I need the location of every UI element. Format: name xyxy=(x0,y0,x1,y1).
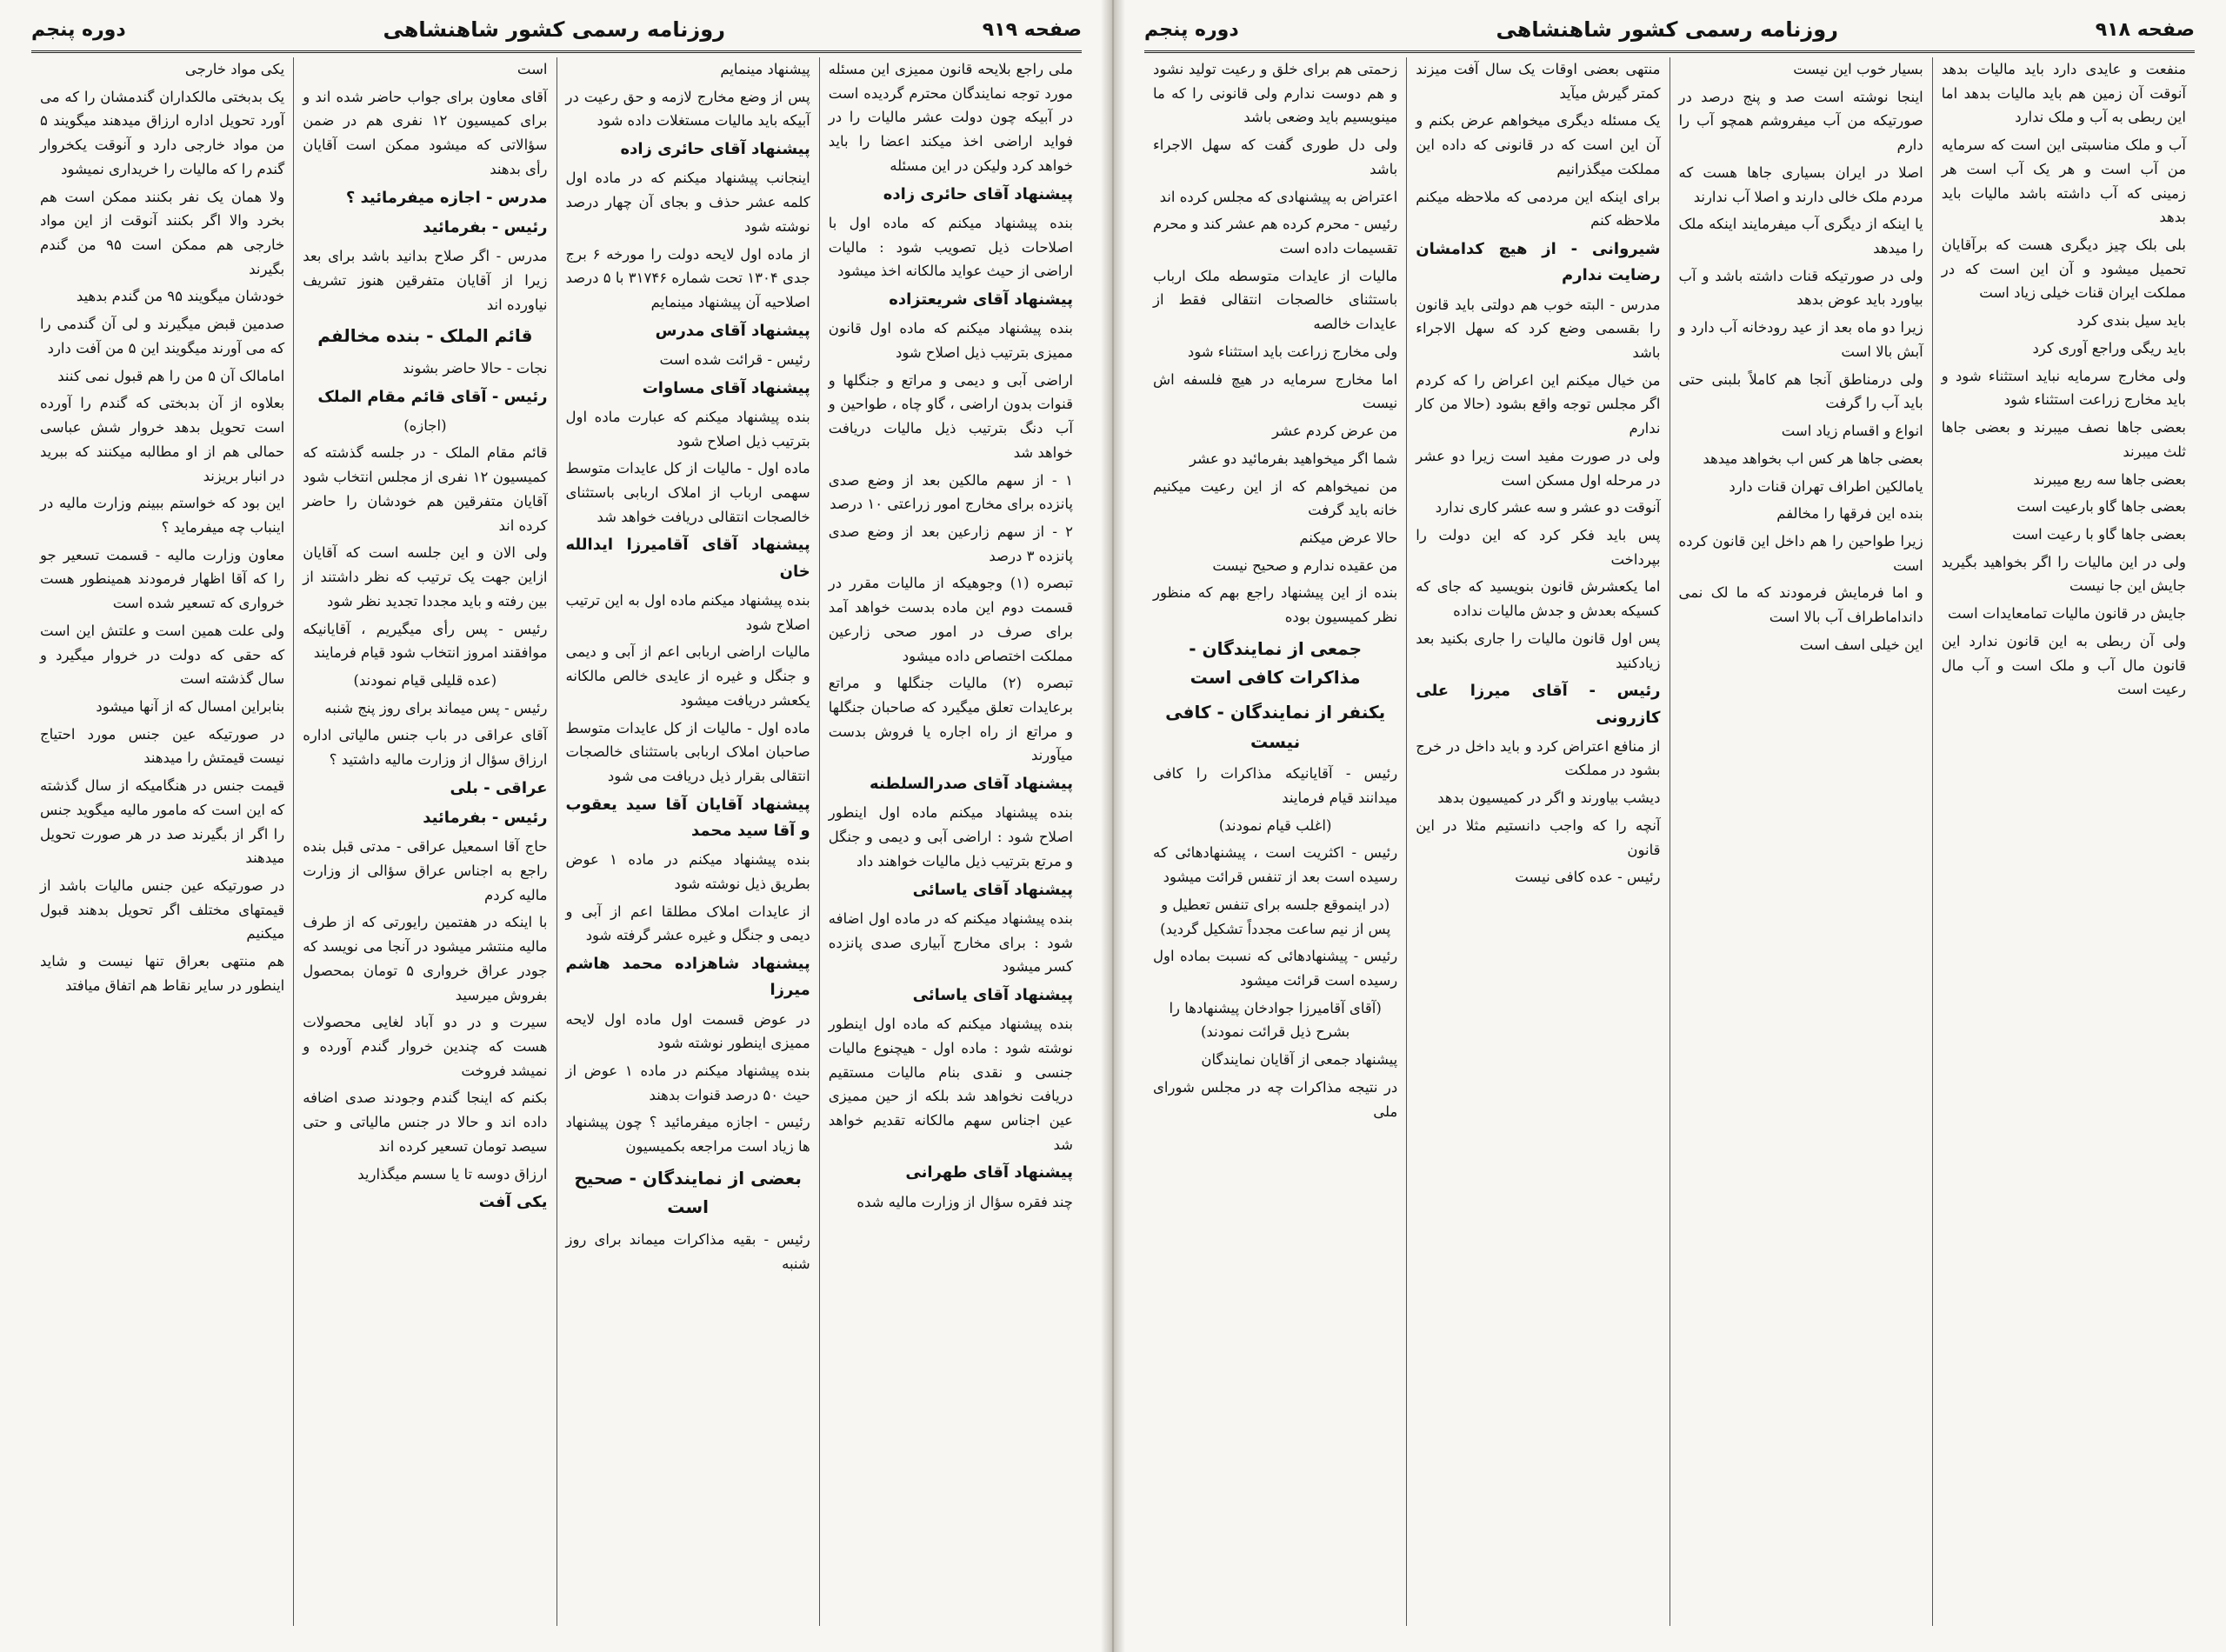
paragraph: است xyxy=(517,61,548,77)
paragraph: اصلا در ایران بسیاری جاها هست که مردم ملک خالی دارند و اصلا آب ندارند xyxy=(1678,163,1923,205)
paragraph: ولی الان و این جلسه است که آقایان ازاین جهت یک ترتیب که نظر داشتند از بین رفته و باید مجددا تجدید نظر شود xyxy=(303,544,548,610)
paragraph: ولی مخارج زراعت باید استثناء شود xyxy=(1187,343,1398,360)
left-column-2 xyxy=(556,57,819,1626)
paragraph: آقای معاون برای جواب حاضر شده اند و برای کمیسیون ۱۲ نفری هم در ضمن سؤالاتی که میشود ممکن است آقایان رأی بدهند xyxy=(303,88,548,177)
paragraph: بعلاوه از آن بدبختی که گندم را آورده است تحویل بدهد خروار شش عباسی حمالی هم از او مطالبه میکنند که ببرید در انبار بریزند xyxy=(40,395,285,484)
paragraph: حاج آقا اسمعیل عراقی - مدتی قبل بنده راجع به اجناس عراق سؤالی از وزارت مالیه کردم xyxy=(303,838,548,903)
paragraph: ولی آن ربطی به این قانون ندارد این قانون مال آب و ملک است و آب مال رعیت است xyxy=(1941,632,2186,698)
left-page-number: صفحه ۹۱۹ xyxy=(982,18,1082,41)
paragraph: آنچه را که واجب دانستیم مثلا در این قانون xyxy=(1416,816,1661,858)
left-column-1 xyxy=(819,57,1082,1626)
paragraph: منتهی بعضی اوقات یک سال آفت میزند کمتر گیرش میآید xyxy=(1416,61,1661,102)
paragraph: بعضی جاها سه ربع میبرند xyxy=(2033,470,2186,488)
paragraph: دیشب بیاورند و اگر در کمیسیون بدهد xyxy=(1437,789,1661,807)
paragraph: ولی در صورتیکه قنات داشته باشد و آب بیاورد باید عوض بدهد xyxy=(1678,267,1923,309)
paragraph: من خیال میکنم این اعراض را که کردم اگر مجلس توجه واقع بشود (حالا من کار ندارم xyxy=(1416,371,1661,437)
paragraph: رئیس - قرائت شده است xyxy=(659,350,810,368)
paragraph: بعضی جاها نصف میبرند و بعضی جاها ثلث میبرند xyxy=(1941,419,2186,460)
page-gutter xyxy=(1101,0,1125,1652)
paragraph: بلی بلک چیز دیگری هست که برآقایان تحمیل میشود و آن این است که در مملکت ایران قنات خیلی زیاد است xyxy=(1941,236,2186,302)
paragraph: بعضی جاها گاو بارعیت است xyxy=(2016,498,2186,516)
speaker-line: شیروانی - از هیچ کدامشان رضایت ندارم xyxy=(1416,240,1661,285)
paragraph: رئیس - محرم کرده هم عشر کند و محرم تقسیمات داده است xyxy=(1153,216,1398,257)
speaker-line: عراقی - بلی xyxy=(450,778,548,797)
paragraph: اراضی آبی و دیمی و مراتع و جنگلها و قنوات بدون اراضی ، گاو چاه ، طواحین و آب دنگ بترتیب ذیل مالیات دریافت خواهد شد xyxy=(828,371,1073,461)
paragraph: (آقای آقامیرزا جوادخان پیشنهادها را بشرح ذیل قرائت نمودند) xyxy=(1169,999,1382,1041)
paragraph: زحمتی هم برای خلق و رعیت تولید نشود و هم دوست ندارم ولی قانونی را که ما مینویسیم باید وضعی باشد xyxy=(1153,61,1398,126)
paragraph: باید ریگی وراجع آوری کرد xyxy=(2032,339,2186,356)
left-columns xyxy=(31,57,1082,1626)
paragraph: نجات - حالا حاضر بشوند xyxy=(403,359,548,376)
paragraph: پس از وضع مخارج لازمه و حق رعیت در آبیکه باید مالیات مستغلات داده شود xyxy=(565,88,810,130)
speaker-line: پیشنهاد آقای حائری زاده xyxy=(883,184,1073,203)
paragraph: رئیس - اکثریت است ، پیشنهادهائی که رسیده است بعد از تنفس قرائت میشود xyxy=(1153,844,1398,886)
paragraph: چند فقره سؤال از وزارت مالیه شده xyxy=(856,1193,1073,1210)
right-page-number: صفحه ۹۱۸ xyxy=(2095,18,2195,41)
paragraph: مدرس - البته خوب هم دولتی باید قانون را بقسمی وضع کرد که سهل الاجراء باشد xyxy=(1416,296,1661,361)
paragraph: ماده اول - مالیات از کل عایدات متوسط سهمی ارباب از املاک اربابی باستثنای خالصجات انتقالی دریافت خواهد شد xyxy=(565,460,810,525)
speaker-line: پیشنهاد شاهزاده محمد هاشم میرزا xyxy=(565,955,810,1000)
paragraph: منفعت و عایدی دارد باید مالیات بدهد آنوقت آن زمین هم باید مالیات بدهد اما این ربطی به آب و ملک ندارد xyxy=(1941,61,2186,126)
section-heading: جمعی از نمایندگان - مذاکرات کافی است xyxy=(1189,637,1363,689)
paragraph: صدمین قبض میگیرند و لی آن گندمی را که می آورند میگویند این ۵ من آفت دارد xyxy=(40,316,285,356)
paragraph: ولی مخارج سرمایه نباید استثناء شود و باید مخارج زراعت استثناء شود xyxy=(1941,367,2186,409)
left-page-period: دوره پنجم xyxy=(31,18,126,41)
paragraph: شما اگر میخواهید بفرمائید دو عشر xyxy=(1190,450,1398,467)
paragraph: ۱ - از سهم مالکین بعد از وضع صدی پانزده برای مخارج امور زراعتی ۱۰ درصد xyxy=(828,471,1073,513)
paragraph: بنده پیشنهاد میکنم که عبارت ماده اول بترتیب ذیل اصلاح شود xyxy=(565,408,810,450)
speaker-line: مدرس - اجازه میفرمائید ؟ xyxy=(345,188,548,207)
paragraph: بنده پیشنهاد میکنم که در ماده اول اضافه شود : برای مخارج آبیاری صدی پانزده کسر میشود xyxy=(828,909,1073,976)
paragraph: قیمت جنس در هنگامیکه از سال گذشته که این است که مامور مالیه میگوید جنس را اگر از بگیرند صد در هر صورت تحویل میدهند xyxy=(40,777,285,867)
paragraph: اینجا نوشته است صد و پنج درصد در صورتیکه من آب میفروشم همچو آب را دارم xyxy=(1678,88,1923,154)
speaker-line: پیشنهاد آقای شریعتزاده xyxy=(889,290,1073,309)
paragraph: آنوقت دو عشر و سه عشر کاری ندارد xyxy=(1435,499,1661,516)
paragraph: مالیات از عایدات متوسطه ملک ارباب باستثنای خالصجات انتقالی فقط از عایدات خالصه xyxy=(1153,267,1398,333)
speaker-line: پیشنهاد آقای آقامیرزا ایدالله خان xyxy=(565,536,810,581)
left-header-rule xyxy=(31,50,1082,53)
paragraph: رئیس - پس رأی میگیریم ، آقایانیکه موافقند امروز انتخاب شود قیام فرمایند xyxy=(303,620,548,662)
paragraph: خودشان میگویند ۹۵ من گندم بدهید xyxy=(76,288,285,305)
paragraph: سیرت و در دو آباد لغایی محصولات هست که چندین خروار گندم آورده و نمیشد فروخت xyxy=(303,1014,548,1079)
paragraph: حالا عرض میکنم xyxy=(1299,529,1398,546)
paragraph: بنده پیشنهاد میکنم ماده اول به این ترتیب اصلاح شود xyxy=(565,591,810,633)
paragraph: بکنم که اینجا گندم وجودند صدی اضافه داده اند و حالا در جنس مالیاتی و حتی سیصد تومان تسعیر کرده اند xyxy=(303,1089,548,1155)
paragraph: بنابراین امسال که از آنها میشود xyxy=(96,697,285,715)
speaker-line: پیشنهاد آقای صدرالسلطنه xyxy=(870,775,1073,794)
paragraph: بنده پیشنهاد میکنم در ماده ۱ عوض از حیث ۵۰ درصد قنوات بدهند xyxy=(565,1062,810,1103)
paragraph: مدرس - اگر صلاح بدانید باشد برای بعد زیرا از آقایان متفرقین هنوز تشریف نیاورده اند xyxy=(303,248,548,313)
paragraph: تبصره (۲) مالیات جنگلها و مراتع برعایدات تعلق میگیرد که صاحبان جنگلها و مراتع از راه اجاره یا فروش بدست میآورند xyxy=(828,675,1074,764)
paragraph: من عرض کردم عشر xyxy=(1272,423,1398,440)
paragraph: قائم مقام الملک - در جلسه گذشته که کمیسیون ۱۲ نفری از مجلس انتخاب شود آقایان متفرقین هم خودشان را حاضر کرده اند xyxy=(303,444,548,534)
paragraph: در نتیجه مذاکرات چه در مجلس شورای ملی xyxy=(1153,1078,1398,1120)
paragraph: من نمیخواهم که از این رعیت میکنیم خانه باید گرفت xyxy=(1153,477,1398,519)
right-column-2 xyxy=(1670,57,1932,1626)
paragraph: رئیس - عده کافی نیست xyxy=(1515,869,1661,886)
paragraph: در صورتیکه عین جنس مالیات باشد از قیمتهای مختلف اگر تحویل بدهند قبول میکنیم xyxy=(40,877,285,943)
paragraph: انواع و اقسام زیاد است xyxy=(1781,423,1923,440)
paragraph: و اما فرمایش فرمودند که ما لک نمی دانداماطراف آب بالا است xyxy=(1678,584,1923,626)
right-columns xyxy=(1144,57,2195,1626)
speaker-line: یکی آفت xyxy=(478,1193,548,1212)
paragraph: یک مسئله دیگری میخواهم عرض بکنم و آن این است که در قانونی که داده این مملکت میگذرانیم xyxy=(1416,112,1661,177)
section-heading: بعضی از نمایندگان - صحیح است xyxy=(574,1167,802,1218)
paragraph: (در اینموقع جلسه برای تنفس تعطیل و پس از نیم ساعت مجدداً تشکیل گردید) xyxy=(1160,896,1391,937)
paragraph: تبصره (۱) وجوهیکه از مالیات مقرر در قسمت دوم این ماده بدست خواهد آمد برای صرف در امور صحی زارعین مملکت اختصاص داده میشود xyxy=(828,575,1073,664)
paragraph: اما یکعشرش قانون بنویسید که جای که کسیکه بعدش و جدش مالیات نداده xyxy=(1416,578,1661,620)
right-column-1 xyxy=(1932,57,2195,1626)
paragraph: (اغلب قیام نمودند) xyxy=(1218,816,1332,834)
speaker-line: رئیس - آقای قائم مقام الملک xyxy=(317,387,548,406)
paragraph: (اجازه) xyxy=(403,416,447,434)
paragraph: ارزاق دوسه تا یا سسم میگذارید xyxy=(357,1165,548,1182)
paragraph: در صورتیکه عین جنس مورد احتیاج نیست قیمتش را میدهند xyxy=(40,725,285,767)
paragraph: پس اول قانون مالیات را جاری بکنید بعد زیادکنید xyxy=(1416,629,1661,671)
left-page-header xyxy=(31,12,1082,47)
paragraph: این خیلی اسف است xyxy=(1799,636,1923,653)
paragraph: بنده پیشنهاد میکنم که ماده اول اینطور نوشته شود : ماده اول - هیچنوع مالیات جنسی و نقدی بنام مالیات مستقیم دریافت نخواهد شد بلکه از حین ممیزی عین اجناس سهم مالکانه تقدیم خواهد شد xyxy=(828,1016,1073,1153)
paragraph: معاون وزارت مالیه - قسمت تسعیر جو را که آقا اظهار فرمودند همینطور هست خرواری که تسعیر شده است xyxy=(40,546,285,612)
paragraph: جایش در قانون مالیات تمامعایدات است xyxy=(1948,605,2186,623)
paragraph: پس باید فکر کرد که این دولت را بپرداخت xyxy=(1416,526,1661,568)
left-column-4 xyxy=(31,57,293,1626)
paragraph: در عوض قسمت اول ماده اول لایحه ممیزی اینطور نوشته شود xyxy=(565,1010,810,1052)
paragraph: مالیات اراضی اربابی اعم از آبی و دیمی و جنگل و غیره از عایدی خالص مالکانه یکعشر دریافت میشود xyxy=(565,643,810,709)
paragraph: رئیس - اجازه میفرمائید ؟ چون پیشنهاد ها زیاد است مراجعه بکمیسیون xyxy=(565,1114,810,1156)
paragraph: یا اینکه از دیگری آب میفرمایند اینکه ملک را میدهد xyxy=(1678,216,1923,257)
paragraph: از عایدات املاک مطلقا اعم از آبی و دیمی و جنگل و غیره عشر گرفته شود xyxy=(565,903,810,944)
paragraph: ولی علت همین است و علتش این است که حقی که دولت در خروار میگیرد و سال گذشته است xyxy=(40,622,285,688)
paragraph: یک بدبختی مالکداران گندمشان را که می آورد تحویل اداره ارزاق میدهند میگویند ۵ من مواد خارجی دارد و آنوقت یکخروار گندم را که مالیات را خریداری نمیشود xyxy=(40,88,285,177)
paragraph: ملی راجع بلایحه قانون ممیزی این مسئله مورد توجه نمایندگان محترم گردیده است در آبیکه چون دولت عشر مالیات را در فواید اراضی اخذ میکند اعضا را باید خواهد کرد ولیکن در این مسئله xyxy=(828,61,1073,174)
section-heading: یکنفر از نمایندگان - کافی نیست xyxy=(1165,702,1386,752)
paragraph: ولی دل طوری گفت که سهل الاجراء باشد xyxy=(1153,137,1398,177)
paragraph: بنده این فرقها را مخالفم xyxy=(1776,505,1923,523)
paragraph: باید سیل بندی کرد xyxy=(2076,312,2186,330)
paragraph: اینجانب پیشنهاد میکنم که در ماده اول کلمه عشر حذف و بجای آن چهار درصد نوشته شود xyxy=(565,170,810,235)
speaker-line: پیشنهاد آقایان آقا سید یعقوب و آقا سید محمد xyxy=(565,795,810,840)
paragraph: از ماده اول لایحه دولت را مورخه ۶ برج جدی ۱۳۰۴ تحت شماره ۳۱۷۴۶ با ۵ درصد اصلاحیه آن پیشنهاد مینمایم xyxy=(565,245,810,310)
paragraph: بعضی جاها هر کس اب بخواهد میدهد xyxy=(1703,450,1923,467)
paragraph: بنده پیشنهاد میکنم که ماده اول با اصلاحات ذیل تصویب شود : مالیات اراضی از حیث عواید مالکانه اخذ میشود xyxy=(828,214,1073,280)
paragraph: ولا همان یک نفر بکنند ممکن است هم بخرد والا اگر بکنند آنوقت از این مواد خارجی هم ممکن است ۹۵ من گندم بگیرند xyxy=(40,188,285,277)
paragraph: یامالکین اطراف تهران قنات دارد xyxy=(1729,477,1923,495)
paragraph: بعضی جاها گاو با رعیت است xyxy=(2012,525,2186,543)
speaker-line: پیشنهاد آقای طهرانی xyxy=(905,1163,1073,1182)
paragraph: زیرا طواحین را هم داخل این قانون کرده است xyxy=(1678,532,1923,574)
paragraph: ولی در صورت مفید است زیرا دو عشر در مرحله اول مسکن است xyxy=(1416,447,1661,489)
paragraph: ۲ - از سهم زارعین بعد از وضع صدی پانزده ۳ درصد xyxy=(828,523,1073,564)
speaker-line: پیشنهاد آقای حائری زاده xyxy=(620,140,810,159)
paragraph: ماده اول - مالیات از کل عایدات متوسط صاحبان املاک اربابی باستثنای خالصجات انتقالی بقرار ذیل دریافت می شود xyxy=(565,719,810,784)
right-column-4 xyxy=(1144,57,1406,1626)
speaker-line: پیشنهاد آقای مساوات xyxy=(642,378,810,397)
paragraph: اعتراض به پیشنهادی که مجلس کرده اند xyxy=(1159,188,1398,205)
paragraph: ولی در این مالیات را اگر بخواهید بگیرید جایش این جا نیست xyxy=(1941,553,2186,595)
left-page-title: روزنامه رسمی کشور شاهنشاهی xyxy=(383,17,725,42)
paragraph: رئیس - پیشنهادهائی که نسبت بماده اول رسیده است قرائت میشود xyxy=(1153,948,1398,989)
paragraph: (عده قلیلی قیام نمودند) xyxy=(353,671,497,689)
paragraph: رئیس - پس میماند برای روز پنج شنبه xyxy=(324,699,548,716)
speaker-line: پیشنهاد آقای یاسائی xyxy=(912,880,1073,899)
paragraph: بنده از این پیشنهاد راجع بهم که منظور نظر کمیسیون بوده xyxy=(1153,584,1398,626)
paragraph: زیرا دو ماه بعد از عید رودخانه آب دارد و آبش بالا است xyxy=(1678,319,1923,360)
paragraph: این بود که خواستم ببینم وزارت مالیه در اینباب چه میفرماید ؟ xyxy=(40,495,285,536)
speaker-line: پیشنهاد آقای یاسائی xyxy=(912,985,1073,1004)
right-page-period: دوره پنجم xyxy=(1144,18,1239,41)
paragraph: بسیار خوب این نیست xyxy=(1793,61,1923,77)
paragraph: امامالک آن ۵ من را هم قبول نمی کنند xyxy=(57,367,285,384)
left-column-3 xyxy=(293,57,556,1626)
section-heading: قائم الملک - بنده مخالفم xyxy=(317,325,533,347)
paragraph: هم منتهی بعراق تنها نیست و شاید اینطور در سایر نقاط هم اتفاق میافتد xyxy=(40,953,285,994)
right-page-header xyxy=(1144,12,2195,47)
paragraph: پیشنهاد جمعی از آقایان نمایندگان xyxy=(1201,1051,1398,1069)
paragraph: برای اینکه این مردمی که ملاحظه میکنم ملاحظه کنم xyxy=(1416,188,1661,230)
paragraph: بنده پیشنهاد میکنم که ماده اول قانون ممیزی بترتیب ذیل اصلاح شود xyxy=(828,320,1073,361)
speaker-line: رئیس - آقای میرزا علی کازرونی xyxy=(1416,682,1661,727)
speaker-line: پیشنهاد آقای مدرس xyxy=(655,321,810,340)
right-column-3 xyxy=(1406,57,1669,1626)
paragraph: ولی درمناطق آنجا هم کاملاً بلبنی حتی باید آب را گرفت xyxy=(1678,370,1923,412)
paragraph: بنده پیشنهاد میکنم در ماده ۱ عوض بطریق ذیل نوشته شود xyxy=(565,851,810,892)
speaker-line: رئیس - بفرمائید xyxy=(423,217,548,236)
paragraph: از منافع اعتراض کرد و باید داخل در خرج بشود در مملکت xyxy=(1416,737,1661,779)
speaker-line: رئیس - بفرمائید xyxy=(423,809,548,828)
paragraph: اما مخارج سرمایه در هیچ فلسفه اش نیست xyxy=(1153,370,1398,412)
right-page-title: روزنامه رسمی کشور شاهنشاهی xyxy=(1496,17,1838,42)
paragraph: بنده پیشنهاد میکنم ماده اول اینطور اصلاح شود : اراضی آبی و دیمی و جنگل و مرتع بترتیب ذیل مالیات خواهند داد xyxy=(828,804,1073,869)
paragraph: آقای عراقی در باب جنس مالیاتی اداره ارزاق سؤال از وزارت مالیه داشتید ؟ xyxy=(303,727,548,769)
paragraph: رئیس - آقایانیکه مذاکرات را کافی میدانند قیام فرمایند xyxy=(1153,765,1398,806)
paragraph: من عقیده ندارم و صحیح نیست xyxy=(1212,556,1398,574)
paragraph: با اینکه در هفتمین رایورتی که از طرف مالیه منتشر میشود در آنجا می نویسد که جودر عراق خرواری ۵ تومان بمحصول بفروش میرسید xyxy=(303,914,548,1003)
paragraph: رئیس - بقیه مذاکرات میماند برای روز شنبه xyxy=(565,1231,810,1272)
paragraph: آب و ملک مناسبتی این است که سرمایه من آب است و هر یک آب است هر زمینی که آب داشته باشد مالیات باید بدهد xyxy=(1941,137,2186,226)
right-page xyxy=(1113,0,2226,1652)
paragraph: یکی مواد خارجی xyxy=(184,61,285,77)
paragraph: پیشنهاد مینمایم xyxy=(720,61,810,77)
right-header-rule xyxy=(1144,50,2195,53)
